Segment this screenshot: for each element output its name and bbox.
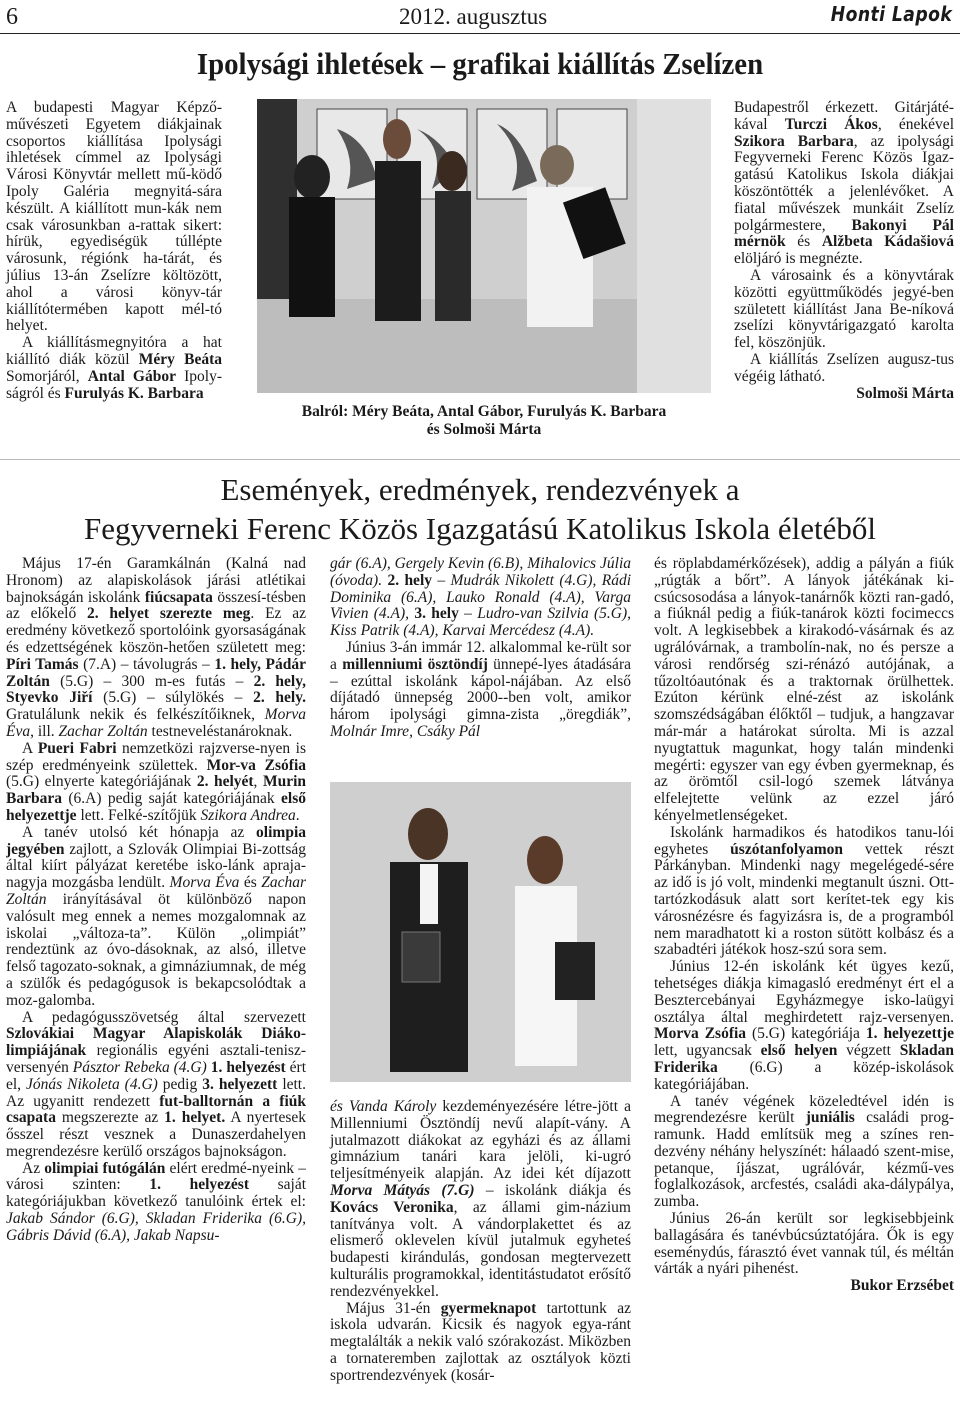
article2-column-3-text: és röplabdamérkőzések), addig a pályán a fiúk „rúgták a bőrt”. A lányok játékának ki-csúcsosodása a lányok-tanárnők közti ran-gadó, a fiúknál pedig a fiúk-tanárok közti focimeccs volt. A legkisebbek a kirakodó-vásárnak és az ugrálóvárnak, a trambolín-nak, no és persze a városi rendőrség szi-rénázó autójának, a tűzoltóautónak és a traktornak örülhettek. Ezúton kérünk elné-zést az iskolánk szomszédságában élőktől – tudjuk, a hangzavar már-már a határokat súrolta. Mi is azzal nyugtattuk magunkat, hogy talán mindenki megérti: egyszer van egy évben gyermeknap, és az örömtől csil-logó szemek látványa elfelejtette velünk az ezzel járó kényelmetlenségeket. Iskolánk harmadikos és hatodikos tanu-lói egyhetes úszótanfolyamon vettek részt Párkányban. Mindenki nagy megelégedé-sére az idő is jó volt, mindenki megtanult úszni. Ott-tartózkodásuk alatt sort kerítet-tek egy kis városnézésre és fagyizásra is, de a programból nem maradhatott ki a roston sütött kolbász és a szabadtéri játékok hosz-szú sora sem. Június 12-én iskolánk két ügyes kezű, tehetséges diákja kimagasló eredményt ért el a Besztercebányai Egyházmegye isko-laügyi osztálya által meghirdetett rajz-versenyen. Morva Zsófia (5.G) kategóriája 1. helyezettje lett, ugyancsak első helyen végzett Skladan Friderika (6.G) a közép-iskolások kategóriájában. A tanév végének közeledtével idén is megrendezésre került juniális családi prog-ramunk. Hadd említsük meg a színes ren-dezvény néhány helyszínét: hálaadó szent-mise, petanque, íjászat, ugrálóvár, kézmű-ves foglalkozások, arcfestés, családi aka-dálypálya, zumba. Június 26-án került sor legkisebbjeink ballagására és tanévbúcsúztatójára. Ők is egy eseménydús, fárasztó évet vannak túl, és méltán várták a nyári pihenést. <box>654 555 955 1278</box>
article1-headline: Ipolysági ihletések – grafikai kiállítás Zselízen <box>196 46 764 81</box>
article1-left-column: A budapesti Magyar Képző-művészeti Egyetem diákjainak csoportos kiállítása Ipolysági ihletések címmel az Ipolysági Városi Könyvtár mellett mű-ködő Ipoly Galéria megnyitá-sára készült. A kiállított mun-kák nem csak városunkban a-rattak sikert: hírük, egyediségük túllépte városunk, régiónk ha-tárát, és július 13-án Zselízre költözött, ahol a városi könyv-tár kiállítótermében kapott mél-tó helyet. A kiállításmegnyitóra a hat kiállító diák közül Méry Beáta Somorjáról, Antal Gábor Ipoly-ságról és Furulyás K. Barbara <box>6 99 222 402</box>
exhibition-photo <box>257 99 711 393</box>
section-separator <box>0 459 960 460</box>
page-number: 6 <box>6 4 18 30</box>
article2-headline-line-1: Események, eredmények, rendezvények a <box>220 472 740 507</box>
article2-column-3 <box>654 556 954 1295</box>
exhibition-photo-illustration <box>257 99 711 393</box>
newspaper-masthead: Honti Lapok <box>830 2 952 26</box>
article1-right-text: Budapestről érkezett. Gitárjáté-kával Turczi Ákos, énekével Szikora Barbara, az ipolysági Fegyverneki Ferenc Közös Igaz-gatású Katolikus Iskola diákjai köszöntötték a jelenlévőket. A fiatal művészek munkáit Zselíz polgármestere, Bakonyi Pál mérnök és Alžbeta Kádašiová elöljáró is megnézte. A városaink és a könyvtárak közötti együttműködés jegyé-ben született kiállítást Jana Be-níková zselízi könyvtárigazgató karolta fel, köszönjük. A kiállítás Zselízen augusz-tus végéig látható. <box>734 99 955 385</box>
photo-caption-line-1: Balról: Méry Beáta, Antal Gábor, Furulyás K. Barbara <box>301 403 667 420</box>
article2-column-1: Május 17-én Garamkálnán (Kalná nad Hronom) az alapiskolások járási atlétikai bajnokságán iskolánk fiúcsapata összesí-tésben az előkelő 2. helyet szerezte meg. Ez az eredmény következő sportolóink gyorsaságának és edzettségének köszön-hetően született meg: Píri Tamás (7.A) – távolugrás – 1. hely, Pádár Zoltán (5.G) – 300 m-es futás – 2. hely, Styevko Jiří (5.G) – súlylökés – 2. hely. Gratulálunk nekik és felkészítőiknek, Morva Éva, ill. Zachar Zoltán testneveléstanároknak. A Pueri Fabri nemzetközi rajzverse-nyen is szép eredményeink születtek. Mor-va Zsófia (5.G) elnyerte kategóriájának 2. helyét, Murin Barbara (6.A) pedig saját kategóriájának első helyezettje lett. Felké-szítőjük Szikora Andrea. A tanév utolsó két hónapja az olimpia jegyében zajlott, a Szlovák Olimpiai Bi-zottság által kiírt pályázat keretébe isko-lánk apraja-nagyja mozgásba lendült. Morva Éva és Zachar Zoltán irányításával öt különböző napon valósult meg ennek a nemes mozgalomnak az iskolai „változa-ta”. Külön „olimpiát” rendeztünk az óvo-dásoknak, az alsó, illetve felső tagozato-soknak, a gimnáziumnak, de még a szülők és pedagógusok is bekapcsolódtak a moz-galomba. A pedagógusszövetség által szervezett Szlovákiai Magyar Alapiskolák Diáko-limpiájának regionális egyéni asztali-tenisz-versenyén Pásztor Rebeka (4.G) 1. helyezést ért el, Jónás Nikoleta (4.G) pedig 3. helyezett lett. Az ugyanitt rendezett fut-balltornán a fiúk csapata megszerezte az 1. helyet. A nyertesek ősszel részt vesznek a Dunaszerdahelyen megrendezésre kerülő országos bajnokságon. Az olimpiai futógálán elért eredmé-nyeink – városi szinten: 1. helyezést saját kategóriájukban következő tanulóink értek el: Jakab Sándor (6.G), Skladan Friderika (6.G), Gábris Dávid (6.A), Jakab Napsu- <box>6 556 306 1244</box>
students-photo <box>330 782 631 1082</box>
article1-right-column <box>734 100 954 402</box>
article2-headline-line-2: Fegyverneki Ferenc Közös Igazgatású Katolikus Iskola életéből <box>84 511 876 546</box>
article2-column-2-bottom: és Vanda Károly kezdeményezésére létre-jött a Millenniumi Ösztöndíj nevű alapít-vány. A jutalmazott diákokat az egyházi és az állami gimnázium tanári kara jelöli, ki-ugró teljesítményeik alapján. Az idei két díjazott Morva Mátyás (7.G) – iskolánk diákja és Kovács Veronika, az állami gim-názium tanítványa volt. A vándorplakettet és az elismerő oklevelen kívül jutalmuk egyheteś budapesti kirándulás, gondosan megtervezett kulturális programokkal, identitástudatot erősítő rendezvényekkel. Május 31-én gyermeknapot tartottunk az iskola udvarán. Kicsik és nagyok egya-ránt megtalálták a nekik való szórakozást. Miközben a tornateremben zajlottak az osztályok közti sportrendezvények (kosár- <box>330 1098 632 1384</box>
article2-column-2-top: gár (6.A), Gergely Kevin (6.B), Mihalovics Júlia (óvoda). 2. hely – Mudrák Nikolett (4.G), Rádi Dominika (6.A), Lauko Ronald (4.A), Varga Vivien (4.A), 3. hely – Ludro-van Szilvia (5.G), Kiss Patrik (4.A), Karvai Mercédesz (4.A). Június 3-án immár 12. alkalommal ke-rült sor a millenniumi ösztöndíj ünnepé-lyes átadására – ezúttal iskolánk kápol-nájában. Az első díjátadó ünnepség 2000--ben volt, amikor három ipolysági gimna-zista „öregdiák”, Molnár Imre, Csáky Pál <box>330 555 632 740</box>
article2-signature: Bukor Erzsébet <box>850 1277 954 1295</box>
header-rule <box>0 33 960 34</box>
photo-caption-line-2: és Solmoši Márta <box>426 421 542 438</box>
article1-signature: Solmoši Márta <box>856 384 954 402</box>
photo-caption <box>257 403 711 439</box>
students-photo-illustration <box>330 782 631 1082</box>
issue-date: 2012. augusztus <box>399 4 548 29</box>
